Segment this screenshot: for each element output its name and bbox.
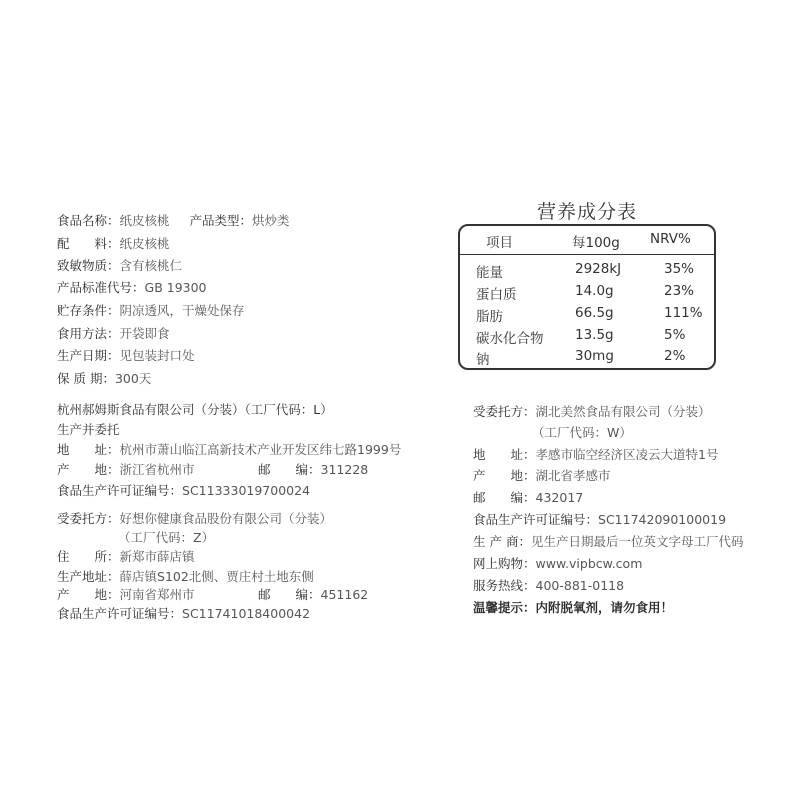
company-b-client-line <box>57 511 332 527</box>
date: 见包装封口处 <box>119 348 195 363</box>
company-a-name: 杭州郝姆斯食品有限公司（分装）（工厂代码：L） <box>57 402 333 417</box>
company-a-license-line <box>57 483 310 499</box>
company-b-residence-label: 住 所： <box>57 549 120 564</box>
allergen-label: 致敏物质： <box>57 258 120 273</box>
nutrition-row-name: 能量 <box>476 265 503 281</box>
nutrition-row-amount: 30mg <box>575 348 614 364</box>
company-b-license: SC11741018400042 <box>182 606 311 621</box>
storage: 阴凉透风，干燥处保存 <box>119 303 245 318</box>
nutrition-table <box>458 224 716 370</box>
nutrition-row-name: 脂肪 <box>476 309 503 325</box>
company-b-prod-address-label: 生产地址： <box>57 569 120 584</box>
company-c-origin: 湖北省孝感市 <box>535 468 611 483</box>
nutrition-row-name: 蛋白质 <box>476 287 517 303</box>
usage-line <box>57 326 170 342</box>
company-b-postal-line <box>258 587 368 603</box>
company-b-client-label: 受委托方： <box>57 511 120 526</box>
company-c-client-line <box>473 404 711 420</box>
ingredients-line <box>57 236 170 252</box>
nutrition-row-name: 钠 <box>476 352 490 368</box>
standard-line <box>57 280 207 296</box>
nutrition-title: 营养成分表 <box>536 201 637 223</box>
nutrition-header-divider <box>460 254 714 255</box>
company-c-license-line <box>473 512 726 528</box>
nutrition-row-nrv: 23% <box>664 283 695 299</box>
product-type-label: 产品类型： <box>189 213 253 228</box>
nutrition-row-amount: 2928kJ <box>575 261 622 277</box>
company-c-license: SC11742090100019 <box>598 512 727 527</box>
company-c-address-label: 地 址： <box>473 447 536 462</box>
company-c-online-label: 网上购物： <box>473 556 536 571</box>
nutrition-row-amount: 66.5g <box>575 305 614 321</box>
product-name: 纸皮核桃 <box>119 213 170 228</box>
date-label: 生产日期： <box>57 348 120 363</box>
standard-label: 产品标准代号： <box>57 280 145 295</box>
date-line <box>57 348 195 364</box>
storage-line <box>57 303 245 319</box>
company-b-prod-address: 薛店镇S102北侧、贾庄村土地东侧 <box>119 569 314 584</box>
company-a-postal: 311228 <box>320 462 369 477</box>
company-c-name: 湖北美然食品有限公司（分装） <box>535 404 711 419</box>
allergen: 含有核桃仁 <box>119 258 183 273</box>
nutrition-header-per100g: 每100g <box>572 235 620 251</box>
company-b-license-label: 食品生产许可证编号： <box>57 606 183 621</box>
company-c-tip: 内附脱氧剂，请勿食用！ <box>535 600 674 615</box>
company-a-origin-label: 产 地： <box>57 462 120 477</box>
company-b-code: （工厂代码：Z） <box>118 530 215 545</box>
company-a-address: 杭州市萧山临江高新技术产业开发区纬七路1999号 <box>119 442 402 457</box>
company-c-address: 孝感市临空经济区凌云大道特1号 <box>535 447 719 462</box>
storage-label: 贮存条件： <box>57 303 120 318</box>
company-c-tip-label: 温馨提示： <box>473 600 536 615</box>
company-b-prod-address-line <box>57 569 314 585</box>
product-name-line <box>57 213 290 229</box>
company-c-producer-label: 生 产 商： <box>473 534 531 549</box>
company-c-producer: 见生产日期最后一位英文字母工厂代码 <box>530 534 744 549</box>
company-c-origin-line <box>473 468 611 484</box>
company-a-origin-line <box>57 462 195 478</box>
company-a-postal-label: 邮 编： <box>258 462 321 477</box>
company-b-residence: 新郑市薛店镇 <box>119 549 195 564</box>
company-b-postal-label: 邮 编： <box>258 587 321 602</box>
company-a-address-line <box>57 442 401 458</box>
company-a-license: SC11333019700024 <box>182 483 311 498</box>
allergen-line <box>57 258 182 274</box>
company-b-residence-line <box>57 549 195 565</box>
shelf-life-line <box>57 371 151 387</box>
ingredients-label: 配 料： <box>57 236 120 251</box>
nutrition-row-nrv: 35% <box>664 261 695 277</box>
company-c-producer-line <box>473 534 743 550</box>
company-c-hotline-line <box>473 578 624 594</box>
company-c-origin-label: 产 地： <box>473 468 536 483</box>
nutrition-row-nrv: 2% <box>664 348 686 364</box>
company-a-note: 生产并委托 <box>57 422 120 437</box>
nutrition-row-amount: 13.5g <box>575 327 614 343</box>
company-c-tip-line <box>473 600 673 616</box>
company-b-name: 好想你健康食品股份有限公司（分装） <box>119 511 333 526</box>
company-c-license-label: 食品生产许可证编号： <box>473 512 599 527</box>
company-b-origin-line <box>57 587 195 603</box>
company-c-postal-label: 邮 编： <box>473 490 536 505</box>
company-c-postal-line <box>473 490 583 506</box>
nutrition-row-nrv: 111% <box>664 305 703 321</box>
company-c-postal: 432017 <box>535 490 584 505</box>
company-a-postal-line <box>258 462 368 478</box>
company-c-online-url: www.vipbcw.com <box>535 556 643 571</box>
company-c-hotline: 400-881-0118 <box>535 578 625 593</box>
company-b-license-line <box>57 606 310 622</box>
nutrition-row-amount: 14.0g <box>575 283 614 299</box>
standard: GB 19300 <box>144 280 207 295</box>
company-c-online-line <box>473 556 642 572</box>
company-c-code: （工厂代码：W） <box>532 425 632 440</box>
company-c-hotline-label: 服务热线： <box>473 578 536 593</box>
product-name-label: 食品名称： <box>57 213 120 228</box>
company-c-address-line <box>473 447 718 463</box>
product-type: 烘炒类 <box>252 213 290 228</box>
company-b-origin-label: 产 地： <box>57 587 120 602</box>
shelf-life-label: 保 质 期： <box>57 371 115 386</box>
company-a-license-label: 食品生产许可证编号： <box>57 483 183 498</box>
shelf-life: 300天 <box>114 371 152 386</box>
company-a-address-label: 地 址： <box>57 442 120 457</box>
company-a-origin: 浙江省杭州市 <box>119 462 195 477</box>
company-b-postal: 451162 <box>320 587 369 602</box>
nutrition-header-nrv: NRV% <box>650 231 691 247</box>
usage: 开袋即食 <box>119 326 170 341</box>
nutrition-header-item: 项目 <box>486 235 513 251</box>
ingredients: 纸皮核桃 <box>119 236 170 251</box>
nutrition-row-name: 碳水化合物 <box>476 331 544 347</box>
company-b-origin: 河南省郑州市 <box>119 587 195 602</box>
nutrition-row-nrv: 5% <box>664 327 686 343</box>
company-c-client-label: 受委托方： <box>473 404 536 419</box>
usage-label: 食用方法： <box>57 326 120 341</box>
